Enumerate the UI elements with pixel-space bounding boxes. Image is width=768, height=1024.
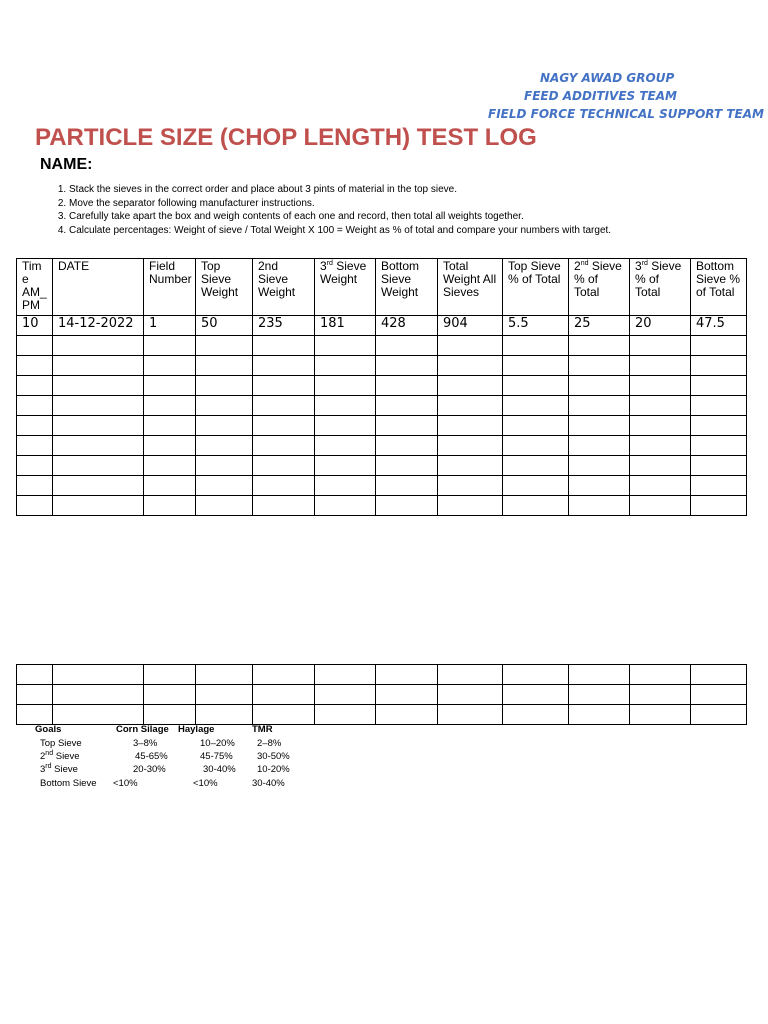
table-row	[17, 336, 747, 356]
empty-cell[interactable]	[196, 705, 253, 725]
table-row	[17, 705, 747, 725]
empty-cell[interactable]	[196, 496, 253, 516]
empty-cell[interactable]	[196, 665, 253, 685]
empty-cell[interactable]	[196, 685, 253, 705]
empty-cell[interactable]	[503, 336, 569, 356]
goals-corn-silage: <10%	[113, 777, 138, 789]
empty-cell[interactable]	[253, 336, 315, 356]
col-header-top-sieve-pct: Top Sieve % of Total	[503, 259, 569, 316]
empty-cell[interactable]	[503, 496, 569, 516]
empty-cell[interactable]	[53, 436, 144, 456]
col-header-2nd-sieve-weight: 2nd Sieve Weight	[253, 259, 315, 316]
empty-cell[interactable]	[691, 436, 747, 456]
instruction-item: 4. Calculate percentages: Weight of sieve / Total Weight X 100 = Weight as % of total and compare your numbers with target.	[69, 224, 768, 238]
table-header-row	[17, 259, 747, 316]
empty-cell[interactable]	[17, 336, 53, 356]
empty-cell[interactable]	[17, 496, 53, 516]
goals-tmr: 2–8%	[257, 737, 282, 749]
empty-cell[interactable]	[691, 396, 747, 416]
empty-cell[interactable]	[569, 396, 630, 416]
col-header-field-number: Field Number	[144, 259, 196, 316]
empty-cell[interactable]	[376, 685, 438, 705]
table-row	[17, 356, 747, 376]
empty-cell[interactable]	[17, 476, 53, 496]
goals-haylage: <10%	[193, 777, 218, 789]
empty-cell[interactable]	[315, 456, 376, 476]
empty-cell[interactable]	[253, 496, 315, 516]
empty-cell[interactable]	[315, 705, 376, 725]
empty-cell[interactable]	[17, 456, 53, 476]
empty-cell[interactable]	[144, 496, 196, 516]
goals-header: Goals	[35, 724, 62, 736]
table-row	[17, 456, 747, 476]
empty-cell[interactable]	[630, 685, 691, 705]
page-title: PARTICLE SIZE (CHOP LENGTH) TEST LOG	[35, 124, 537, 151]
team-name: FEED ADDITIVES TEAM	[524, 89, 677, 103]
empty-cell[interactable]	[691, 456, 747, 476]
empty-cell[interactable]	[503, 665, 569, 685]
empty-cell[interactable]	[253, 665, 315, 685]
test-log-table-continued	[16, 664, 747, 725]
empty-cell[interactable]	[17, 416, 53, 436]
empty-cell[interactable]	[53, 356, 144, 376]
table-row	[17, 685, 747, 705]
goals-sieve-label: 2nd Sieve	[40, 749, 80, 762]
empty-cell[interactable]	[438, 416, 503, 436]
empty-cell[interactable]	[17, 376, 53, 396]
test-log-table	[16, 258, 747, 516]
empty-cell[interactable]	[376, 496, 438, 516]
table-row	[17, 376, 747, 396]
empty-cell[interactable]	[691, 356, 747, 376]
empty-cell[interactable]	[17, 665, 53, 685]
goals-haylage: 45-75%	[200, 750, 233, 762]
empty-cell[interactable]	[438, 396, 503, 416]
empty-cell[interactable]	[53, 685, 144, 705]
col-header-3rd-sieve-pct: 3rd Sieve % of Total	[630, 259, 691, 316]
goals-tmr: 30-50%	[257, 750, 290, 762]
col-header-bottom-sieve-pct: Bottom Sieve % of Total	[691, 259, 747, 316]
cell-bottom-sieve-pct[interactable]: 47.5	[691, 316, 747, 336]
cell-time[interactable]: 10	[17, 316, 53, 336]
table-row	[17, 396, 747, 416]
goals-header-row	[32, 723, 293, 736]
empty-cell[interactable]	[438, 705, 503, 725]
empty-cell[interactable]	[438, 496, 503, 516]
empty-cell[interactable]	[569, 356, 630, 376]
instruction-item: 3. Carefully take apart the box and weigh contents of each one and record, then total all weights together.	[69, 210, 768, 224]
empty-cell[interactable]	[376, 705, 438, 725]
goals-table	[32, 723, 293, 790]
empty-cell[interactable]	[691, 685, 747, 705]
empty-cell[interactable]	[253, 376, 315, 396]
empty-cell[interactable]	[630, 476, 691, 496]
goals-haylage: 30-40%	[203, 764, 236, 776]
cell-total-weight[interactable]: 904	[438, 316, 503, 336]
table-row	[17, 665, 747, 685]
empty-cell[interactable]	[376, 336, 438, 356]
cell-top-sieve-pct[interactable]: 5.5	[503, 316, 569, 336]
col-header-time: Tim e AM_ PM	[17, 259, 53, 316]
empty-cell[interactable]	[691, 496, 747, 516]
empty-cell[interactable]	[315, 436, 376, 456]
empty-cell[interactable]	[17, 436, 53, 456]
col-header-bottom-sieve-weight: Bottom Sieve Weight	[376, 259, 438, 316]
empty-cell[interactable]	[438, 665, 503, 685]
empty-cell[interactable]	[503, 705, 569, 725]
empty-cell[interactable]	[315, 476, 376, 496]
empty-cell[interactable]	[503, 685, 569, 705]
goals-sieve-label: 3rd Sieve	[40, 763, 78, 776]
empty-cell[interactable]	[569, 496, 630, 516]
empty-cell[interactable]	[376, 416, 438, 436]
tmr-header: TMR	[252, 724, 273, 736]
empty-cell[interactable]	[438, 476, 503, 496]
empty-cell[interactable]	[315, 416, 376, 436]
empty-cell[interactable]	[253, 705, 315, 725]
table-row	[17, 496, 747, 516]
empty-cell[interactable]	[376, 396, 438, 416]
empty-cell[interactable]	[144, 476, 196, 496]
empty-cell[interactable]	[503, 456, 569, 476]
empty-cell[interactable]	[53, 456, 144, 476]
empty-cell[interactable]	[253, 685, 315, 705]
empty-cell[interactable]	[630, 336, 691, 356]
empty-cell[interactable]	[438, 456, 503, 476]
empty-cell[interactable]	[376, 436, 438, 456]
cell-top-sieve-weight[interactable]: 50	[196, 316, 253, 336]
empty-cell[interactable]	[315, 336, 376, 356]
empty-cell[interactable]	[17, 396, 53, 416]
empty-cell[interactable]	[438, 436, 503, 456]
empty-cell[interactable]	[630, 665, 691, 685]
empty-cell[interactable]	[438, 336, 503, 356]
empty-cell[interactable]	[144, 376, 196, 396]
cell-3rd-sieve-weight[interactable]: 181	[315, 316, 376, 336]
empty-cell[interactable]	[144, 685, 196, 705]
empty-cell[interactable]	[569, 456, 630, 476]
empty-cell[interactable]	[376, 456, 438, 476]
empty-cell[interactable]	[253, 476, 315, 496]
empty-cell[interactable]	[53, 496, 144, 516]
haylage-header: Haylage	[178, 724, 215, 736]
goals-sieve-label: Top Sieve	[40, 737, 82, 749]
empty-cell[interactable]	[53, 416, 144, 436]
col-header-2nd-sieve-pct: 2nd Sieve % of Total	[569, 259, 630, 316]
corn-silage-header: Corn Silage	[116, 724, 169, 736]
table-row	[17, 436, 747, 456]
empty-cell[interactable]	[503, 436, 569, 456]
empty-cell[interactable]	[630, 705, 691, 725]
empty-cell[interactable]	[691, 665, 747, 685]
empty-cell[interactable]	[144, 456, 196, 476]
goals-haylage: 10–20%	[200, 737, 235, 749]
empty-cell[interactable]	[315, 665, 376, 685]
goals-row	[32, 763, 293, 776]
empty-cell[interactable]	[253, 396, 315, 416]
empty-cell[interactable]	[196, 456, 253, 476]
instructions-list	[39, 183, 768, 237]
empty-cell[interactable]	[144, 336, 196, 356]
empty-cell[interactable]	[691, 376, 747, 396]
goals-sieve-label: Bottom Sieve	[40, 777, 97, 789]
cell-2nd-sieve-weight[interactable]: 235	[253, 316, 315, 336]
empty-cell[interactable]	[144, 356, 196, 376]
empty-cell[interactable]	[569, 416, 630, 436]
cell-date[interactable]: 14-12-2022	[53, 316, 144, 336]
empty-cell[interactable]	[144, 705, 196, 725]
empty-cell[interactable]	[569, 665, 630, 685]
instruction-item: 1. Stack the sieves in the correct order and place about 3 pints of material in the top sieve.	[69, 183, 768, 197]
empty-cell[interactable]	[196, 336, 253, 356]
empty-cell[interactable]	[503, 376, 569, 396]
empty-cell[interactable]	[196, 476, 253, 496]
empty-cell[interactable]	[253, 456, 315, 476]
cell-bottom-sieve-weight[interactable]: 428	[376, 316, 438, 336]
empty-cell[interactable]	[53, 376, 144, 396]
empty-cell[interactable]	[630, 356, 691, 376]
empty-cell[interactable]	[144, 665, 196, 685]
empty-cell[interactable]	[315, 376, 376, 396]
empty-cell[interactable]	[630, 416, 691, 436]
empty-cell[interactable]	[691, 705, 747, 725]
empty-cell[interactable]	[569, 685, 630, 705]
goals-tmr: 30-40%	[252, 777, 285, 789]
empty-cell[interactable]	[438, 685, 503, 705]
empty-cell[interactable]	[438, 376, 503, 396]
empty-cell[interactable]	[630, 436, 691, 456]
cell-2nd-sieve-pct[interactable]: 25	[569, 316, 630, 336]
empty-cell[interactable]	[630, 376, 691, 396]
empty-cell[interactable]	[144, 396, 196, 416]
empty-cell[interactable]	[253, 356, 315, 376]
goals-corn-silage: 3–8%	[133, 737, 158, 749]
empty-cell[interactable]	[569, 336, 630, 356]
empty-cell[interactable]	[503, 396, 569, 416]
empty-cell[interactable]	[17, 685, 53, 705]
table-row	[17, 476, 747, 496]
empty-cell[interactable]	[315, 396, 376, 416]
empty-cell[interactable]	[630, 396, 691, 416]
empty-cell[interactable]	[376, 356, 438, 376]
empty-cell[interactable]	[17, 705, 53, 725]
empty-cell[interactable]	[691, 336, 747, 356]
empty-cell[interactable]	[53, 665, 144, 685]
empty-cell[interactable]	[569, 436, 630, 456]
empty-cell[interactable]	[376, 376, 438, 396]
empty-cell[interactable]	[503, 416, 569, 436]
empty-cell[interactable]	[315, 496, 376, 516]
empty-cell[interactable]	[630, 496, 691, 516]
empty-cell[interactable]	[315, 685, 376, 705]
col-header-date: DATE	[53, 259, 144, 316]
goals-row	[32, 736, 293, 749]
empty-cell[interactable]	[503, 356, 569, 376]
cell-field-number[interactable]: 1	[144, 316, 196, 336]
empty-cell[interactable]	[196, 436, 253, 456]
empty-cell[interactable]	[53, 476, 144, 496]
empty-cell[interactable]	[569, 476, 630, 496]
empty-cell[interactable]	[503, 476, 569, 496]
empty-cell[interactable]	[17, 356, 53, 376]
goals-row	[32, 750, 293, 763]
goals-corn-silage: 45-65%	[135, 750, 168, 762]
goals-tmr: 10-20%	[257, 764, 290, 776]
empty-cell[interactable]	[253, 416, 315, 436]
col-header-top-sieve-weight: Top Sieve Weight	[196, 259, 253, 316]
table-row	[17, 316, 747, 336]
goals-corn-silage: 20-30%	[133, 764, 166, 776]
empty-cell[interactable]	[196, 376, 253, 396]
empty-cell[interactable]	[196, 356, 253, 376]
col-header-3rd-sieve-weight: 3rd Sieve Weight	[315, 259, 376, 316]
empty-cell[interactable]	[144, 436, 196, 456]
table-row	[17, 416, 747, 436]
empty-cell[interactable]	[196, 416, 253, 436]
col-header-total-weight: Total Weight All Sieves	[438, 259, 503, 316]
empty-cell[interactable]	[315, 356, 376, 376]
empty-cell[interactable]	[53, 336, 144, 356]
empty-cell[interactable]	[253, 436, 315, 456]
empty-cell[interactable]	[438, 356, 503, 376]
empty-cell[interactable]	[53, 705, 144, 725]
empty-cell[interactable]	[569, 376, 630, 396]
empty-cell[interactable]	[196, 396, 253, 416]
empty-cell[interactable]	[53, 396, 144, 416]
empty-cell[interactable]	[144, 416, 196, 436]
empty-cell[interactable]	[376, 476, 438, 496]
empty-cell[interactable]	[630, 456, 691, 476]
goals-row	[32, 777, 293, 790]
empty-cell[interactable]	[569, 705, 630, 725]
instruction-item: 2. Move the separator following manufacturer instructions.	[69, 197, 768, 211]
name-label: NAME:	[40, 156, 93, 173]
empty-cell[interactable]	[691, 476, 747, 496]
org-name: NAGY AWAD GROUP	[540, 71, 675, 85]
empty-cell[interactable]	[376, 665, 438, 685]
cell-3rd-sieve-pct[interactable]: 20	[630, 316, 691, 336]
empty-cell[interactable]	[691, 416, 747, 436]
support-team-name: FIELD FORCE TECHNICAL SUPPORT TEAM	[488, 107, 764, 121]
